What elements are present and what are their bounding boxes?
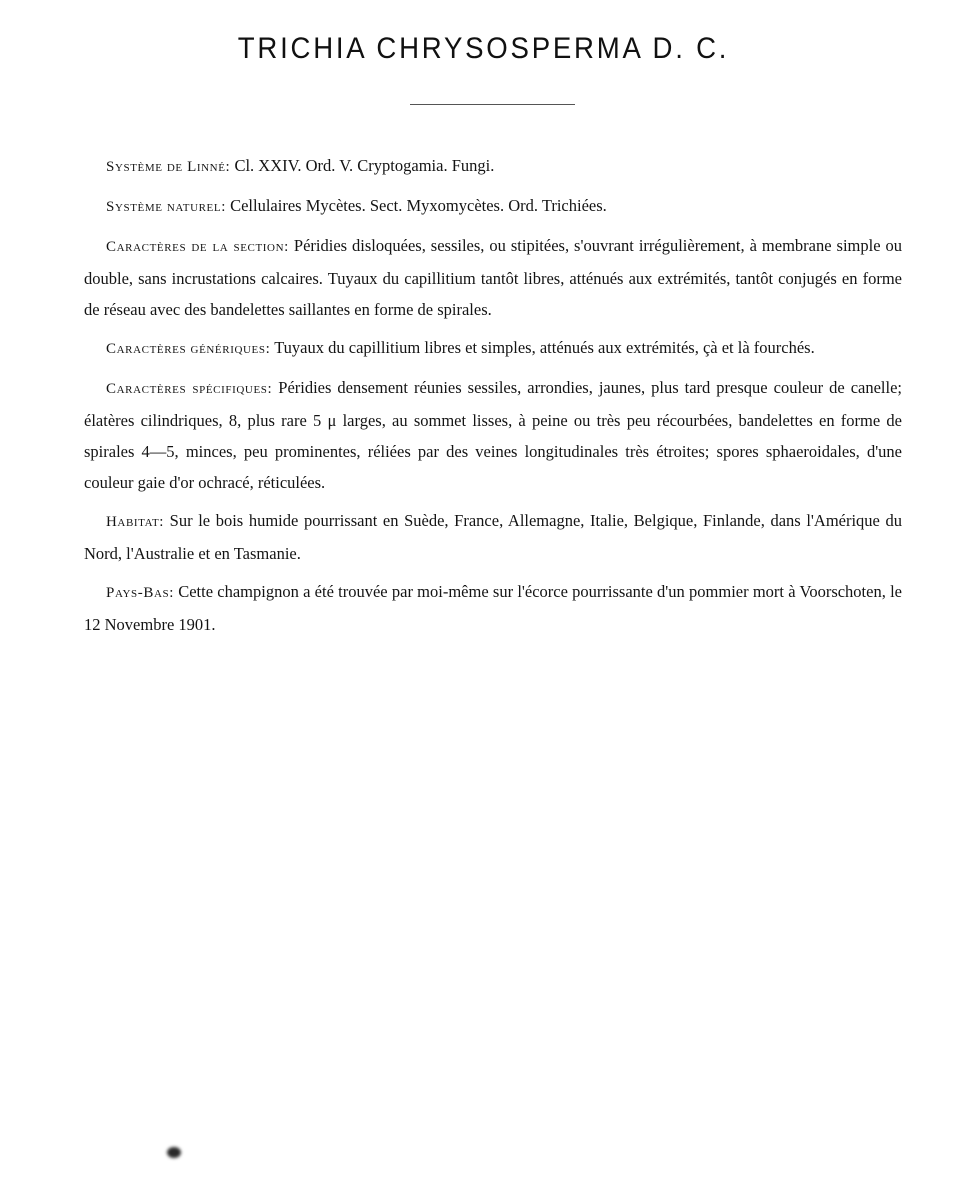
section-heading: Système de Linné: <box>106 159 231 175</box>
section-caracteres-section <box>84 230 902 325</box>
section-caracteres-specifiques <box>84 372 902 498</box>
page-title: TRICHIA CHRYSOSPERMA D. C. <box>237 32 730 65</box>
section-heading: Caractères génériques: <box>106 341 271 357</box>
document-body <box>84 150 902 647</box>
section-heading: Habitat: <box>106 514 165 530</box>
section-caracteres-generiques <box>84 332 902 365</box>
section-text: Cellulaires Mycètes. Sect. Myxomycètes. Ord. Trichiées. <box>230 196 607 215</box>
section-heading: Caractères de la section: <box>106 239 289 255</box>
section-text: Cl. XXIV. Ord. V. Cryptogamia. Fungi. <box>234 156 495 175</box>
section-naturel <box>84 190 902 223</box>
section-heading: Pays-Bas: <box>106 585 174 601</box>
title-divider <box>410 104 575 105</box>
section-linne <box>84 150 902 183</box>
section-text: Cette champignon a été trouvée par moi-même sur l'écorce pourrissante d'un pommier mort à Voorschoten, le 12 Novembre 1901. <box>84 582 902 634</box>
ink-speck <box>167 1147 181 1158</box>
section-heading: Caractères spécifiques: <box>106 381 273 397</box>
section-heading: Système naturel: <box>106 199 226 215</box>
section-text: Péridies disloquées, sessiles, ou stipitées, s'ouvrant irrégulièrement, à membrane simple ou double, sans incrustations calcaires. Tuyaux du capillitium tantôt libres, atténués aux extrémités, tantôt conjugés en forme de réseau avec des bandelettes saillantes en forme de spirales. <box>84 236 903 319</box>
section-pays-bas <box>84 576 902 640</box>
section-text: Péridies densement réunies sessiles, arrondies, jaunes, plus tard presque couleur de canelle; élatères cilindriques, 8, plus rare 5 μ larges, au sommet lisses, à peine ou très peu récourbées, bandelettes en forme de spirales 4—5, minces, peu prominentes, réliées par des veines longitudinales très étroites; spores sphaeroidales, d'une couleur gaie d'or ochracé, réticulées. <box>84 378 902 492</box>
section-text: Sur le bois humide pourrissant en Suède, France, Allemagne, Italie, Belgique, Finlande, dans l'Amérique du Nord, l'Australie et en Tasmanie. <box>84 511 902 563</box>
section-habitat <box>84 505 902 569</box>
section-text: Tuyaux du capillitium libres et simples, atténués aux extrémités, çà et là fourchés. <box>274 338 815 357</box>
